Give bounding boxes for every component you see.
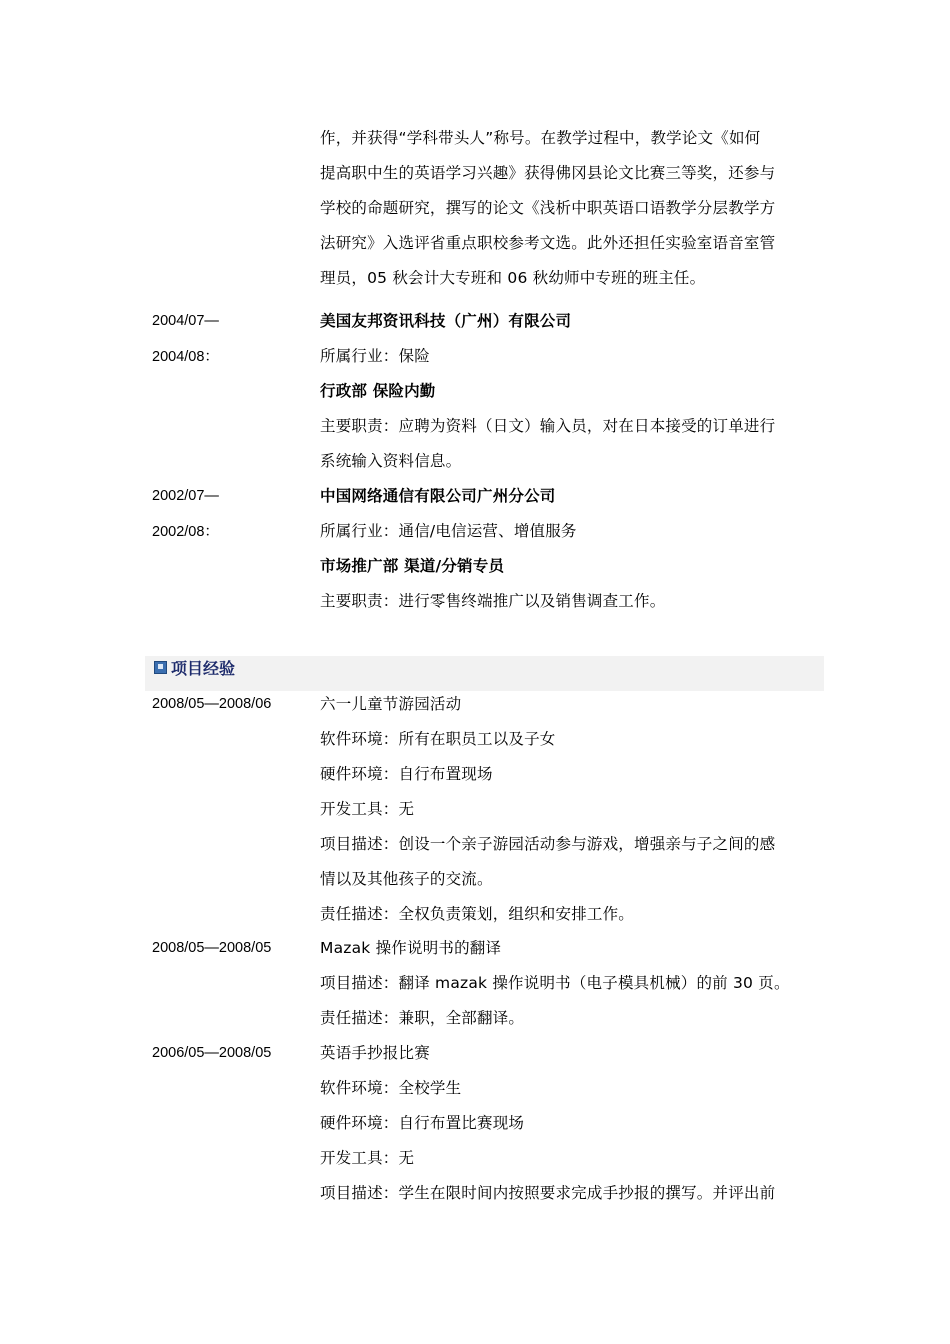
work-date-start: 2002/07— <box>152 488 219 504</box>
project-date: 2008/05—2008/05 <box>152 940 272 956</box>
text-line: 法研究》入选评省重点职校参考文选。此外还担任实验室语音室管 <box>320 234 776 252</box>
section-title: 项目经验 <box>171 659 236 678</box>
project-name: 六一儿童节游园活动 <box>320 695 462 713</box>
project-line: 硬件环境：自行布置现场 <box>320 765 493 783</box>
project-line: 项目描述：创设一个亲子游园活动参与游戏，增强亲与子之间的感 <box>320 835 776 853</box>
project-line: 软件环境：全校学生 <box>320 1079 462 1097</box>
project-line: 情以及其他孩子的交流。 <box>320 870 493 888</box>
duties-line: 系统输入资料信息。 <box>320 452 462 470</box>
industry: 所属行业：通信/电信运营、增值服务 <box>320 522 577 540</box>
work-date-start: 2004/07— <box>152 313 219 329</box>
work-date-end: 2004/08： <box>152 349 219 365</box>
project-name: Mazak 操作说明书的翻译 <box>320 939 502 957</box>
section-icon <box>154 661 167 674</box>
company-name: 中国网络通信有限公司广州分公司 <box>320 487 556 505</box>
project-line: 项目描述：翻译 mazak 操作说明书（电子模具机械）的前 30 页。 <box>320 974 790 992</box>
duties-line: 主要职责：应聘为资料（日文）输入员，对在日本接受的订单进行 <box>320 417 776 435</box>
project-name: 英语手抄报比赛 <box>320 1044 430 1062</box>
duties-line: 主要职责：进行零售终端推广以及销售调查工作。 <box>320 592 666 610</box>
text-line: 作，并获得“学科带头人”称号。在教学过程中，教学论文《如何 <box>320 129 761 147</box>
position: 市场推广部 渠道/分销专员 <box>320 557 505 575</box>
teaching-description <box>320 121 820 296</box>
company-name: 美国友邦资讯科技（广州）有限公司 <box>320 312 572 330</box>
text-line: 学校的命题研究，撰写的论文《浅析中职英语口语教学分层教学方 <box>320 199 776 217</box>
work-date-end: 2002/08： <box>152 524 219 540</box>
position: 行政部 保险内勤 <box>320 382 436 400</box>
text-line: 理员，05 秋会计大专班和 06 秋幼师中专班的班主任。 <box>320 269 706 287</box>
project-date: 2008/05—2008/06 <box>152 696 272 712</box>
project-line: 硬件环境：自行布置比赛现场 <box>320 1114 525 1132</box>
project-line: 软件环境：所有在职员工以及子女 <box>320 730 556 748</box>
industry: 所属行业：保险 <box>320 347 430 365</box>
text-line: 提高职中生的英语学习兴趣》获得佛冈县论文比赛三等奖，还参与 <box>320 164 776 182</box>
project-line: 责任描述：全权负责策划，组织和安排工作。 <box>320 905 635 923</box>
project-date: 2006/05—2008/05 <box>152 1045 272 1061</box>
project-line: 开发工具：无 <box>320 1149 415 1167</box>
project-line: 项目描述：学生在限时间内按照要求完成手抄报的撰写。并评出前 <box>320 1184 776 1202</box>
project-line: 责任描述：兼职，全部翻译。 <box>320 1009 525 1027</box>
project-line: 开发工具：无 <box>320 800 415 818</box>
section-header-projects <box>145 656 824 691</box>
